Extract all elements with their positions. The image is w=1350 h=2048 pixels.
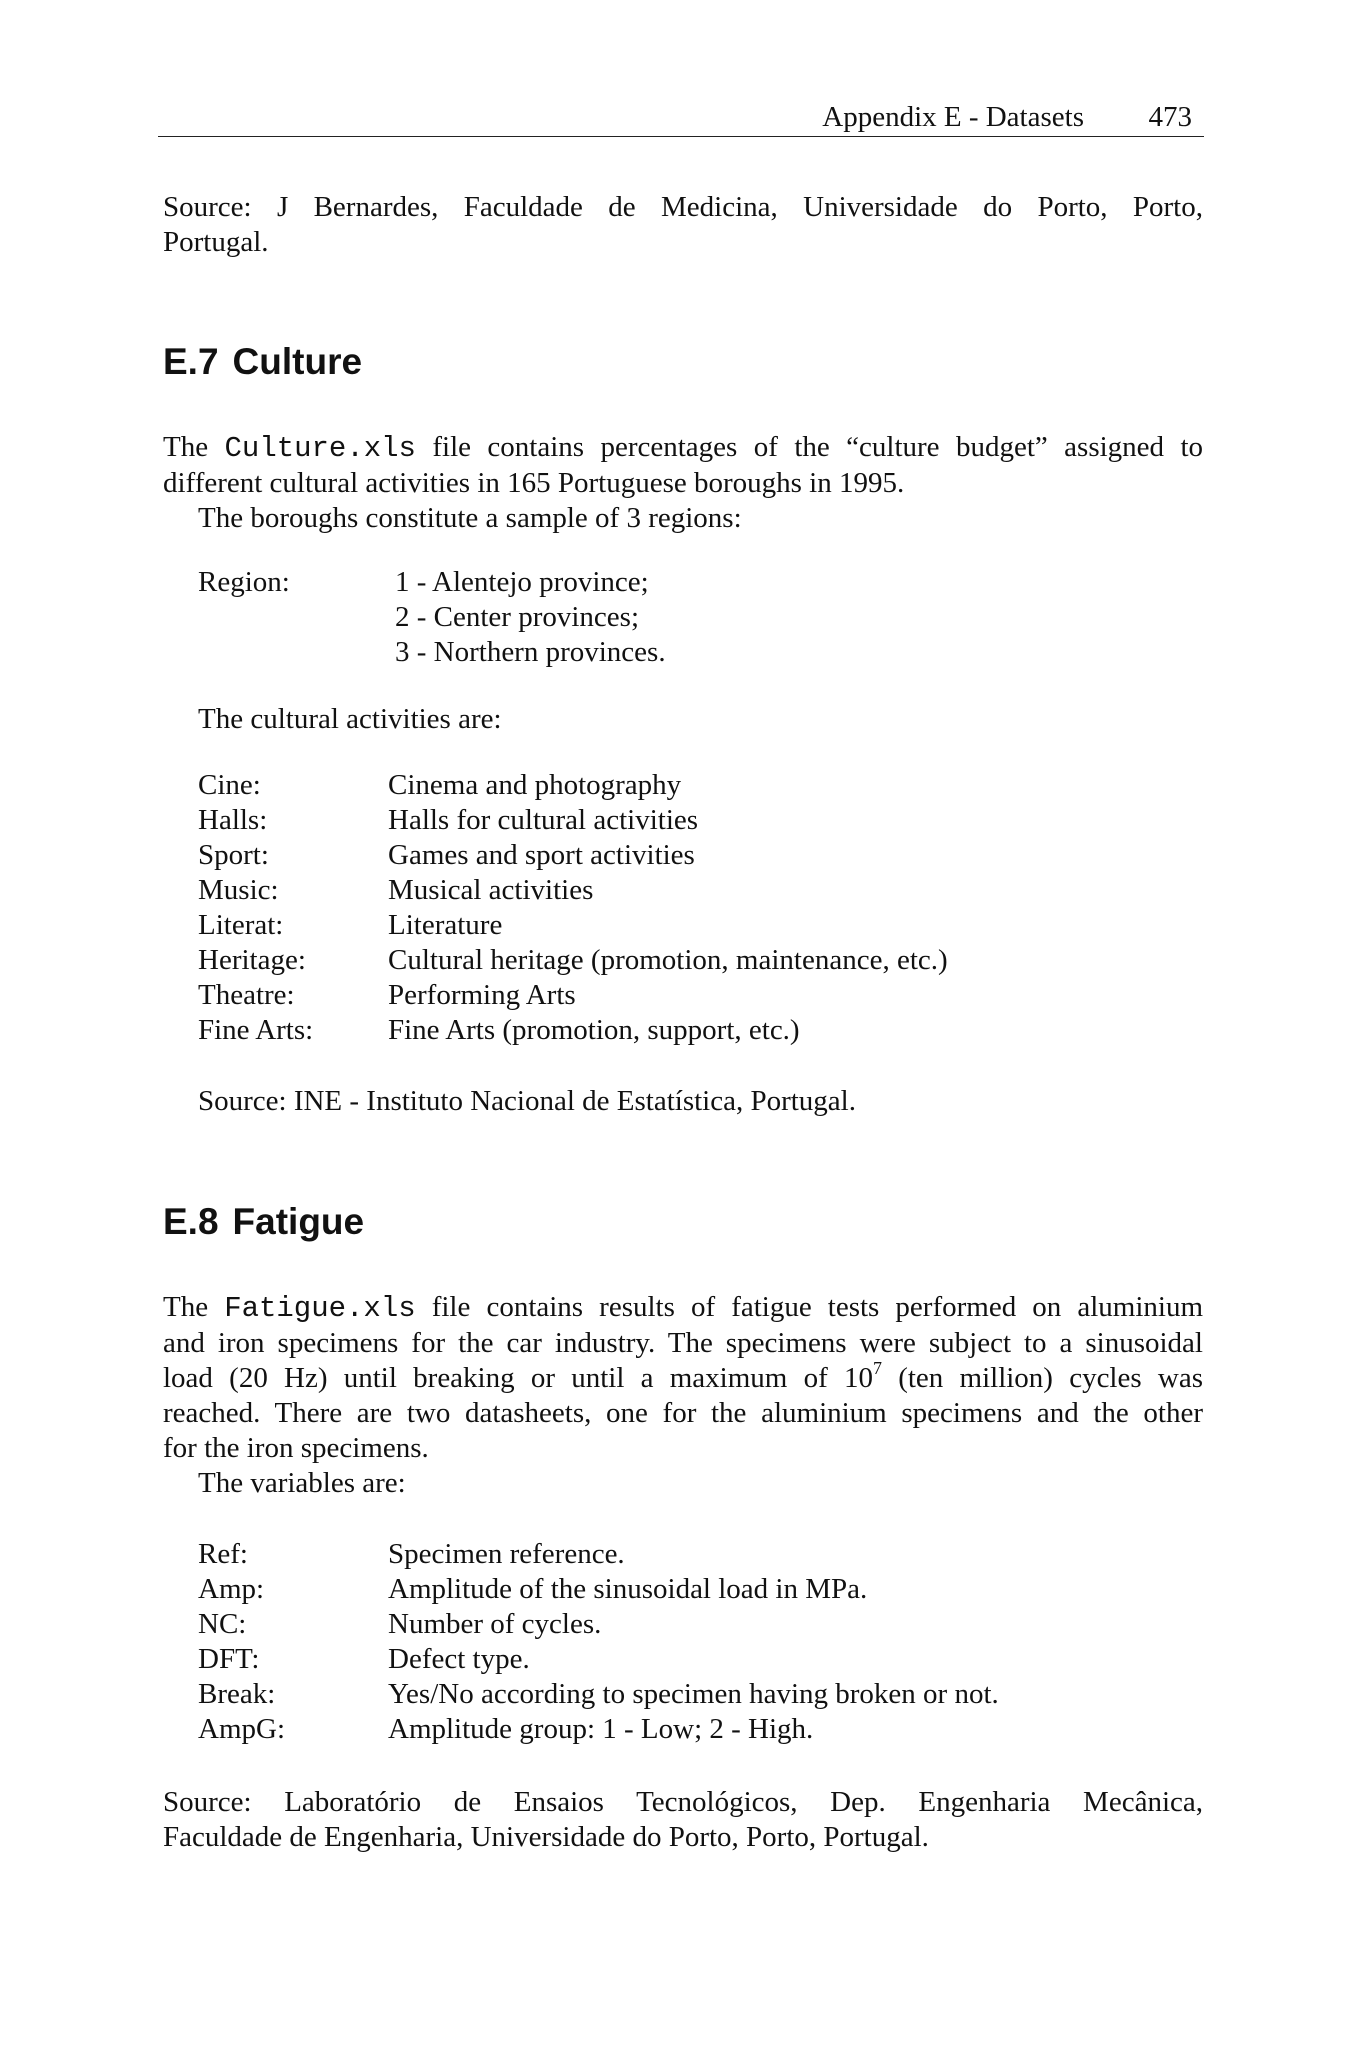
paragraph-line: The boroughs constitute a sample of 3 regions:	[198, 502, 742, 534]
activity-desc: Musical activities	[388, 874, 594, 906]
activity-term: Heritage:	[198, 944, 306, 976]
source-line: Source: J Bernardes, Faculdade de Medicina, Universidade do Porto, Porto,	[163, 191, 1203, 223]
activity-term: Halls:	[198, 804, 268, 836]
paragraph-line: for the iron specimens.	[163, 1432, 429, 1464]
running-header	[158, 96, 1204, 137]
fatigue-source	[163, 1785, 1203, 1855]
source-line: Faculdade de Engenharia, Universidade do Porto, Porto, Portugal.	[163, 1821, 929, 1853]
text-run: file contains results of fatigue tests performed on aluminium	[431, 1291, 1204, 1323]
section-heading-fatigue	[163, 1200, 364, 1244]
variable-term: AmpG:	[198, 1713, 285, 1745]
activity-desc: Fine Arts (promotion, support, etc.)	[388, 1014, 800, 1046]
region-label: Region:	[198, 566, 290, 598]
activity-term: Fine Arts:	[198, 1014, 314, 1046]
region-value: 1 - Alentejo province;	[395, 566, 649, 598]
variable-term: NC:	[198, 1608, 247, 1640]
variable-term: Break:	[198, 1678, 276, 1710]
filename-fatigue: Fatigue.xls	[224, 1292, 416, 1325]
activity-term: Cine:	[198, 769, 261, 801]
filename-culture: Culture.xls	[224, 432, 416, 465]
region-value: 3 - Northern provinces.	[395, 636, 666, 668]
activities-intro	[198, 702, 502, 737]
page-number: 473	[1148, 101, 1192, 133]
variable-term: Ref:	[198, 1538, 248, 1570]
variable-desc: Specimen reference.	[388, 1538, 625, 1570]
variable-term: DFT:	[198, 1643, 260, 1675]
activity-desc: Games and sport activities	[388, 839, 695, 871]
variable-desc: Amplitude of the sinusoidal load in MPa.	[388, 1573, 868, 1605]
activity-desc: Literature	[388, 909, 503, 941]
activity-term: Sport:	[198, 839, 269, 871]
text-run: file contains percentages of the “culture budget” assigned to	[432, 431, 1204, 463]
paragraph-line	[163, 430, 1203, 466]
paragraph-line	[163, 1290, 1203, 1326]
variable-desc: Yes/No according to specimen having broken or not.	[388, 1678, 999, 1710]
source-line: Source: Laboratório de Ensaios Tecnológicos, Dep. Engenharia Mecânica,	[163, 1786, 1203, 1818]
paragraph-line: The cultural activities are:	[198, 703, 502, 735]
variable-term: Amp:	[198, 1573, 265, 1605]
activity-desc: Performing Arts	[388, 979, 576, 1011]
text-run: The	[163, 1291, 209, 1323]
variable-desc: Defect type.	[388, 1643, 530, 1675]
activity-term: Literat:	[198, 909, 284, 941]
section-heading-culture	[163, 340, 362, 384]
activity-desc: Cinema and photography	[388, 769, 682, 801]
region-value: 2 - Center provinces;	[395, 601, 640, 633]
section-title: Culture	[232, 341, 363, 382]
exponent: 7	[872, 1358, 882, 1379]
text-run: load (20 Hz) until breaking or until a maximum of 10	[163, 1362, 873, 1394]
activity-term: Theatre:	[198, 979, 295, 1011]
section-title: Fatigue	[232, 1201, 365, 1242]
running-title: Appendix E - Datasets	[822, 101, 1084, 133]
culture-source	[198, 1084, 856, 1119]
text-run: (ten million) cycles was	[881, 1362, 1203, 1394]
paragraph-line	[163, 1358, 1203, 1396]
variable-desc: Amplitude group: 1 - Low; 2 - High.	[388, 1713, 814, 1745]
activity-term: Music:	[198, 874, 279, 906]
section-number: E.7	[163, 341, 219, 382]
section-number: E.8	[163, 1201, 219, 1242]
variable-desc: Number of cycles.	[388, 1608, 602, 1640]
activity-desc: Cultural heritage (promotion, maintenance, etc.)	[388, 944, 948, 976]
paragraph-line: The variables are:	[198, 1467, 406, 1499]
culture-description	[163, 430, 1203, 536]
text-run: The	[163, 431, 209, 463]
source-line: Source: INE - Instituto Nacional de Estatística, Portugal.	[198, 1085, 856, 1117]
source-line: Portugal.	[163, 226, 269, 258]
paragraph-line: reached. There are two datasheets, one for the aluminium specimens and the other	[163, 1397, 1203, 1429]
previous-dataset-source	[163, 190, 1203, 260]
fatigue-description	[163, 1290, 1203, 1501]
paragraph-line: and iron specimens for the car industry. The specimens were subject to a sinusoidal	[163, 1327, 1203, 1359]
activity-desc: Halls for cultural activities	[388, 804, 699, 836]
paragraph-line: different cultural activities in 165 Portuguese boroughs in 1995.	[163, 467, 905, 499]
